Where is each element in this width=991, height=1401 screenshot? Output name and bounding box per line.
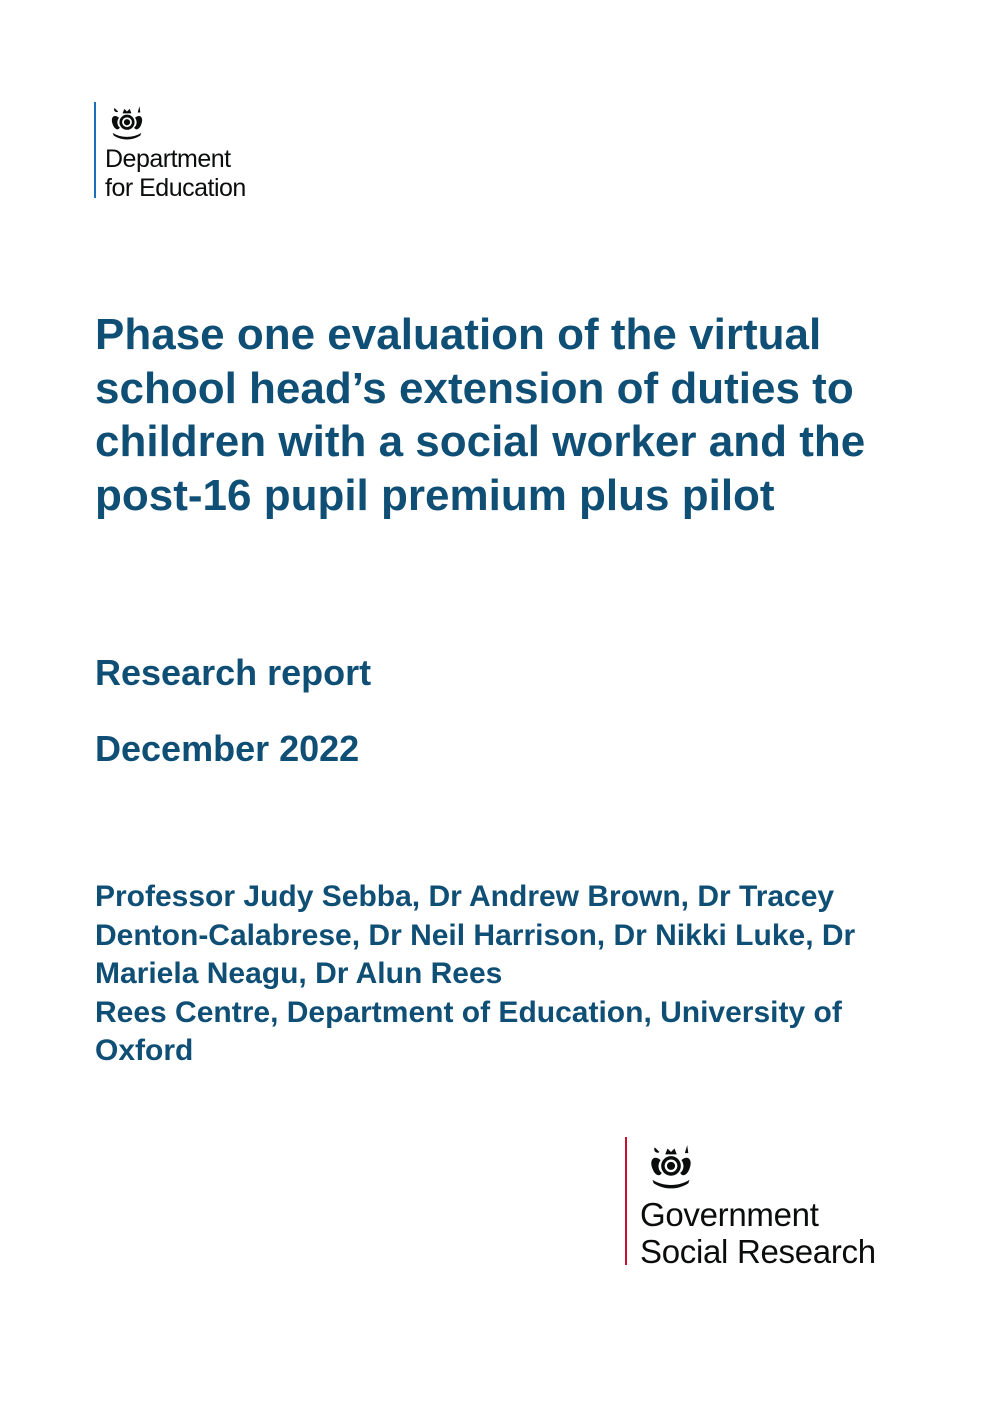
authors-block <box>95 878 915 1071</box>
dfe-logo-line2: for Education <box>105 174 246 202</box>
dfe-logo-text <box>105 145 246 203</box>
logo-divider <box>94 102 96 198</box>
report-title: Phase one evaluation of the virtual school head’s extension of duties to children with a social worker and the post-16 pupil premium plus pilot <box>95 310 866 520</box>
report-type: Research report <box>95 652 372 693</box>
affiliation: Rees Centre, Department of Education, University of Oxford <box>95 995 842 1067</box>
dfe-logo-line1: Department <box>105 145 231 173</box>
royal-coat-of-arms-icon <box>104 100 150 140</box>
gsr-logo-line2: Social Research <box>640 1233 876 1270</box>
author-list: Professor Judy Sebba, Dr Andrew Brown, Dr Tracey Denton-Calabrese, Dr Neil Harrison, Dr Nikki Luke, Dr Mariela Neagu, Dr Alun Rees <box>95 880 856 990</box>
report-date: December 2022 <box>95 728 360 769</box>
logo-divider <box>625 1137 627 1265</box>
royal-coat-of-arms-icon <box>639 1137 703 1189</box>
gsr-logo-line1: Government <box>640 1196 819 1233</box>
gsr-logo-text <box>640 1196 876 1270</box>
